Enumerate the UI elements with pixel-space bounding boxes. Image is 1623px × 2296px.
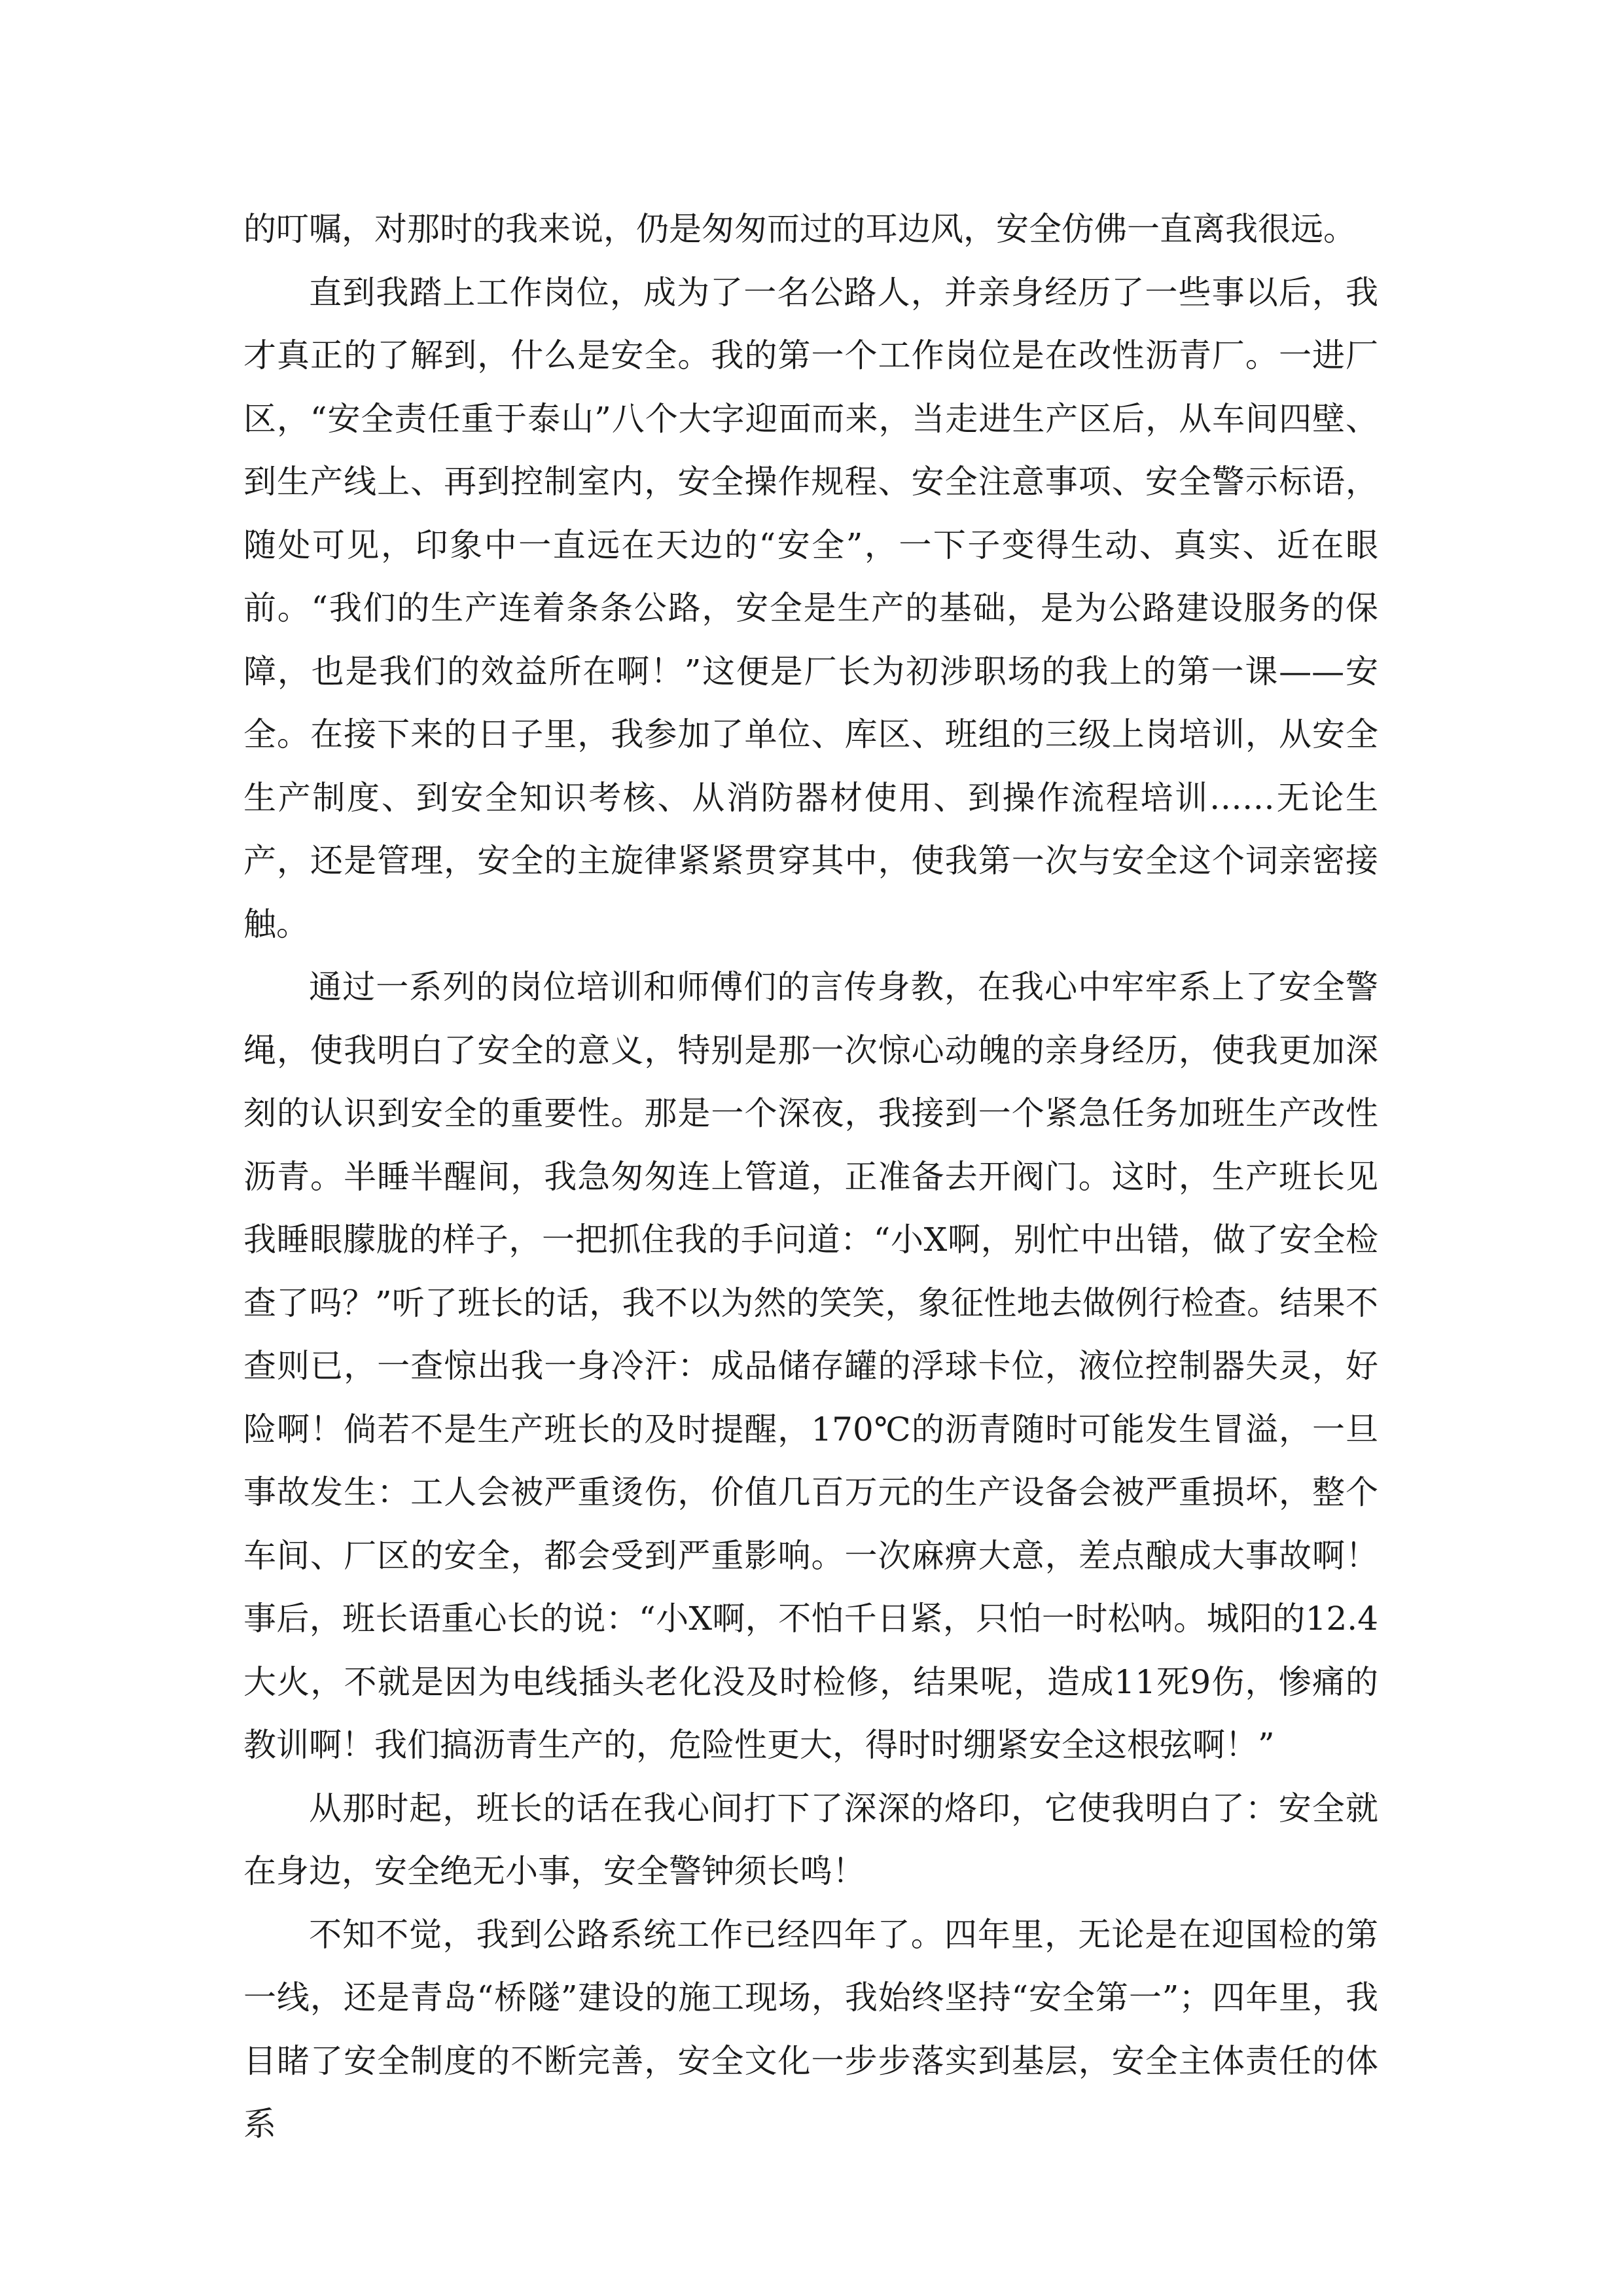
paragraph-5: 不知不觉，我到公路系统工作已经四年了。四年里，无论是在迎国检的第一线，还是青岛“桥隧”建设的施工现场，我始终坚持“安全第一”；四年里，我目睹了安全制度的不断完善，安全文化一步步落实到基层，安全主体责任的体系 — [243, 1915, 1378, 2143]
paragraph-4: 从那时起，班长的话在我心间打下了深深的烙印，它使我明白了：安全就在身边，安全绝无小事，安全警钟须长鸣！ — [243, 1789, 1378, 1890]
paragraph-1: 的叮嘱，对那时的我来说，仍是匆匆而过的耳边风，安全仿佛一直离我很远。 — [243, 210, 1356, 248]
paragraph-2: 直到我踏上工作岗位，成为了一名公路人，并亲身经历了一些事以后，我才真正的了解到，什么是安全。我的第一个工作岗位是在改性沥青厂。一进厂区，“安全责任重于泰山”八个大字迎面而来，当走进生产区后，从车间四壁、到生产线上、再到控制室内，安全操作规程、安全注意事项、安全警示标语，随处可见，印象中一直远在天边的“安全”，一下子变得生动、真实、近在眼前。“我们的生产连着条条公路，安全是生产的基础，是为公路建设服务的保障，也是我们的效益所在啊！”这便是厂长为初涉职场的我上的第一课——安全。在接下来的日子里，我参加了单位、库区、班组的三级上岗培训，从安全生产制度、到安全知识考核、从消防器材使用、到操作流程培训……无论生产，还是管理，安全的主旋律紧紧贯穿其中，使我第一次与安全这个词亲密接触。 — [243, 273, 1378, 943]
document-body — [243, 198, 1378, 2156]
paragraph-3: 通过一系列的岗位培训和师傅们的言传身教，在我心中牢牢系上了安全警绳，使我明白了安全的意义，特别是那一次惊心动魄的亲身经历，使我更加深刻的认识到安全的重要性。那是一个深夜，我接到一个紧急任务加班生产改性沥青。半睡半醒间，我急匆匆连上管道，正准备去开阀门。这时，生产班长见我睡眼朦胧的样子，一把抓住我的手问道：“小X啊，别忙中出错，做了安全检查了吗？”听了班长的话，我不以为然的笑笑，象征性地去做例行检查。结果不查则已，一查惊出我一身冷汗：成品储存罐的浮球卡位，液位控制器失灵，好险啊！倘若不是生产班长的及时提醒，170℃的沥青随时可能发生冒溢，一旦事故发生：工人会被严重烫伤，价值几百万元的生产设备会被严重损坏，整个车间、厂区的安全，都会受到严重影响。一次麻痹大意，差点酿成大事故啊！事后，班长语重心长的说：“小X啊，不怕千日紧，只怕一时松呐。城阳的12.4大火，不就是因为电线插头老化没及时检修，结果呢，造成11死9伤，惨痛的教训啊！我们搞沥青生产的，危险性更大，得时时绷紧安全这根弦啊！” — [243, 968, 1378, 1764]
